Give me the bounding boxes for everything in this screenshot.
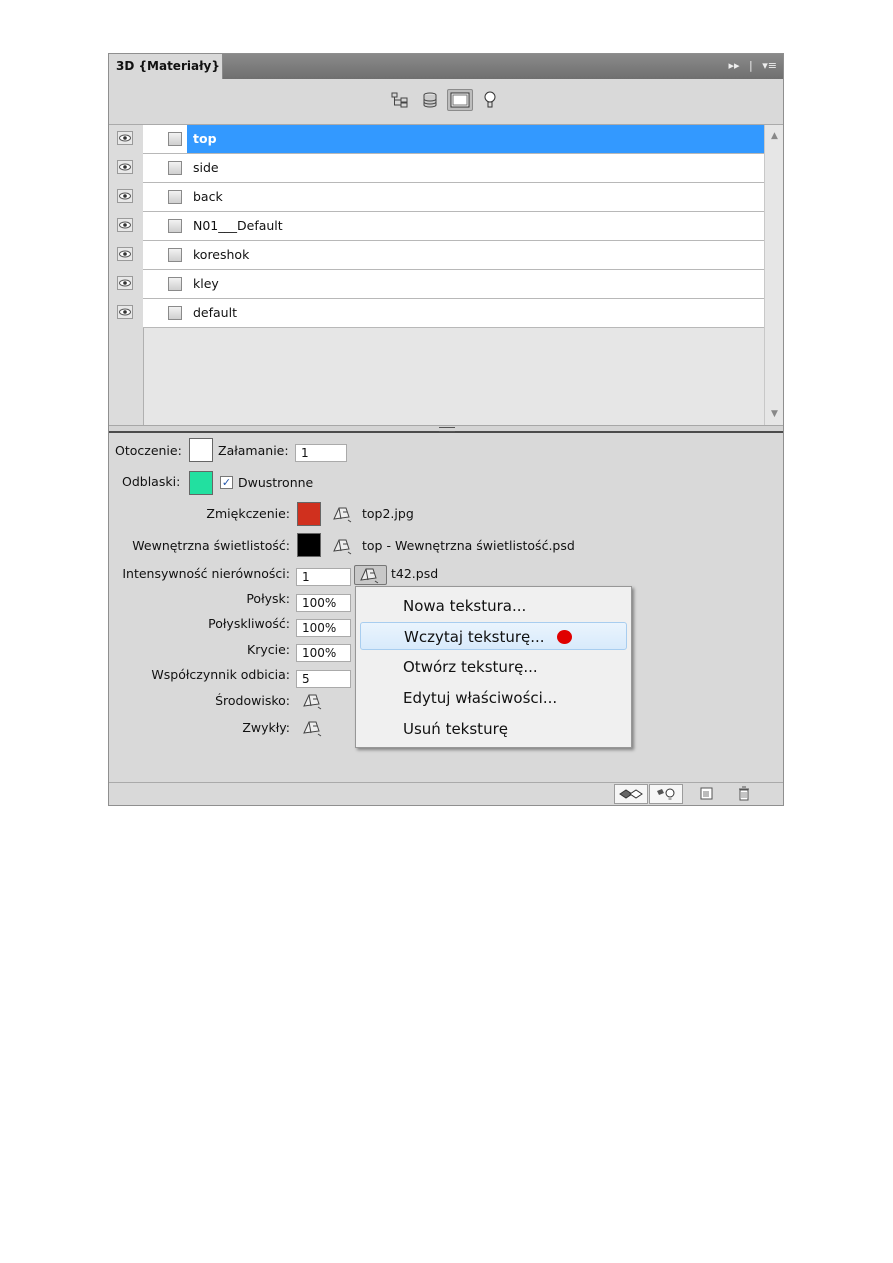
material-swatch-icon [168, 190, 182, 204]
material-row[interactable] [143, 212, 765, 241]
srodowisko-texture-icon[interactable] [301, 691, 323, 711]
list-scrollbar[interactable] [764, 125, 784, 425]
toggle-lights-icon[interactable] [649, 784, 683, 804]
material-rows [143, 125, 765, 328]
eye-icon[interactable] [117, 131, 133, 145]
zmiekczenie-label: Zmiękczenie: [206, 506, 290, 521]
zwykly-texture-icon[interactable] [301, 718, 323, 738]
material-label: side [193, 160, 219, 175]
material-filter-icon[interactable] [447, 89, 473, 111]
material-label: kley [193, 276, 219, 291]
material-row[interactable] [143, 125, 765, 154]
polyskliwosc-label: Połyskliwość: [208, 616, 290, 631]
material-swatch-icon [168, 161, 182, 175]
trash-icon[interactable] [727, 784, 761, 804]
filter-buttons [382, 87, 507, 113]
eye-icon[interactable] [117, 247, 133, 261]
panel-statusbar [109, 782, 783, 805]
polysk-field[interactable]: 100% [296, 594, 351, 612]
panel-menu-icon[interactable]: ▾≡ [762, 59, 777, 72]
zmiekczenie-filename: top2.jpg [362, 506, 414, 521]
material-label: koreshok [193, 247, 250, 262]
srodowisko-label: Środowisko: [215, 693, 290, 708]
material-label: default [193, 305, 237, 320]
filter-toolbar [109, 79, 783, 125]
material-label: N01___Default [193, 218, 283, 233]
material-swatch-icon [168, 248, 182, 262]
material-swatch-icon [168, 219, 182, 233]
material-swatch-icon [168, 277, 182, 291]
collapse-icon[interactable]: ▸▸ [728, 59, 740, 72]
eye-icon[interactable] [117, 189, 133, 203]
wewnetrzna-swatch[interactable] [297, 533, 321, 557]
toggle-ground-plane-icon[interactable] [614, 784, 648, 804]
odblaski-label: Odblaski: [122, 474, 181, 489]
material-swatch-icon [168, 306, 182, 320]
material-label: top [187, 125, 765, 153]
wewnetrzna-texture-icon[interactable] [331, 536, 353, 556]
wewnetrzna-filename: top - Wewnętrzna świetlistość.psd [362, 538, 575, 553]
panel-splitter[interactable] [109, 425, 783, 433]
eye-icon[interactable] [117, 276, 133, 290]
krycie-field[interactable]: 100% [296, 644, 351, 662]
polyskliwosc-field[interactable]: 100% [296, 619, 351, 637]
panel-titlebar [109, 54, 783, 79]
intensywnosc-texture-icon[interactable] [354, 565, 387, 585]
mesh-filter-icon[interactable] [417, 89, 443, 111]
polysk-label: Połysk: [246, 591, 290, 606]
krycie-label: Krycie: [247, 642, 290, 657]
menu-item-wczytaj-teksture[interactable]: Wczytaj teksturę... [360, 622, 627, 650]
scroll-down-icon[interactable]: ▼ [771, 409, 778, 419]
zalamanie-field[interactable]: 1 [295, 444, 347, 462]
dwustronne-label: Dwustronne [238, 475, 314, 490]
material-row[interactable] [143, 154, 765, 183]
material-row[interactable] [143, 241, 765, 270]
material-row[interactable] [143, 299, 765, 328]
panel-tab[interactable]: 3D {Materiały} [109, 54, 223, 79]
menu-item-otworz-teksture[interactable]: Otwórz teksturę... [403, 658, 538, 676]
zalamanie-label: Załamanie: [218, 443, 289, 458]
odblaski-swatch[interactable] [189, 471, 213, 495]
otoczenie-label: Otoczenie: [115, 443, 182, 458]
panel-menu-buttons [722, 59, 777, 72]
wspolczynnik-label: Współczynnik odbicia: [151, 667, 290, 682]
material-row[interactable] [143, 270, 765, 299]
menu-item-nowa-tekstura[interactable]: Nowa tekstura... [403, 597, 527, 615]
otoczenie-swatch[interactable] [189, 438, 213, 462]
material-row[interactable] [143, 183, 765, 212]
dwustronne-checkbox[interactable]: ✓ [221, 476, 232, 489]
intensywnosc-label: Intensywność nierówności: [122, 566, 290, 581]
material-label: back [193, 189, 223, 204]
scene-filter-icon[interactable] [387, 89, 413, 111]
menu-item-usun-teksture[interactable]: Usuń teksturę [403, 720, 508, 738]
material-swatch-icon [168, 132, 182, 146]
wewnetrzna-label: Wewnętrzna świetlistość: [132, 538, 290, 553]
menu-item-edytuj-wlasciwosci[interactable]: Edytuj właściwości... [403, 689, 558, 707]
intensywnosc-field[interactable]: 1 [296, 568, 351, 586]
materials-list [109, 125, 784, 425]
zmiekczenie-swatch[interactable] [297, 502, 321, 526]
intensywnosc-filename: t42.psd [391, 566, 439, 581]
zmiekczenie-texture-icon[interactable] [331, 504, 353, 524]
wspolczynnik-field[interactable]: 5 [296, 670, 351, 688]
eye-icon[interactable] [117, 305, 133, 319]
zwykly-label: Zwykły: [242, 720, 290, 735]
texture-context-menu [355, 586, 632, 748]
eye-icon[interactable] [117, 160, 133, 174]
highlight-marker [557, 630, 572, 644]
separator: | [749, 59, 753, 72]
light-filter-icon[interactable] [477, 89, 503, 111]
new-material-icon[interactable] [691, 784, 725, 804]
eye-icon[interactable] [117, 218, 133, 232]
scroll-up-icon[interactable]: ▲ [771, 131, 778, 141]
